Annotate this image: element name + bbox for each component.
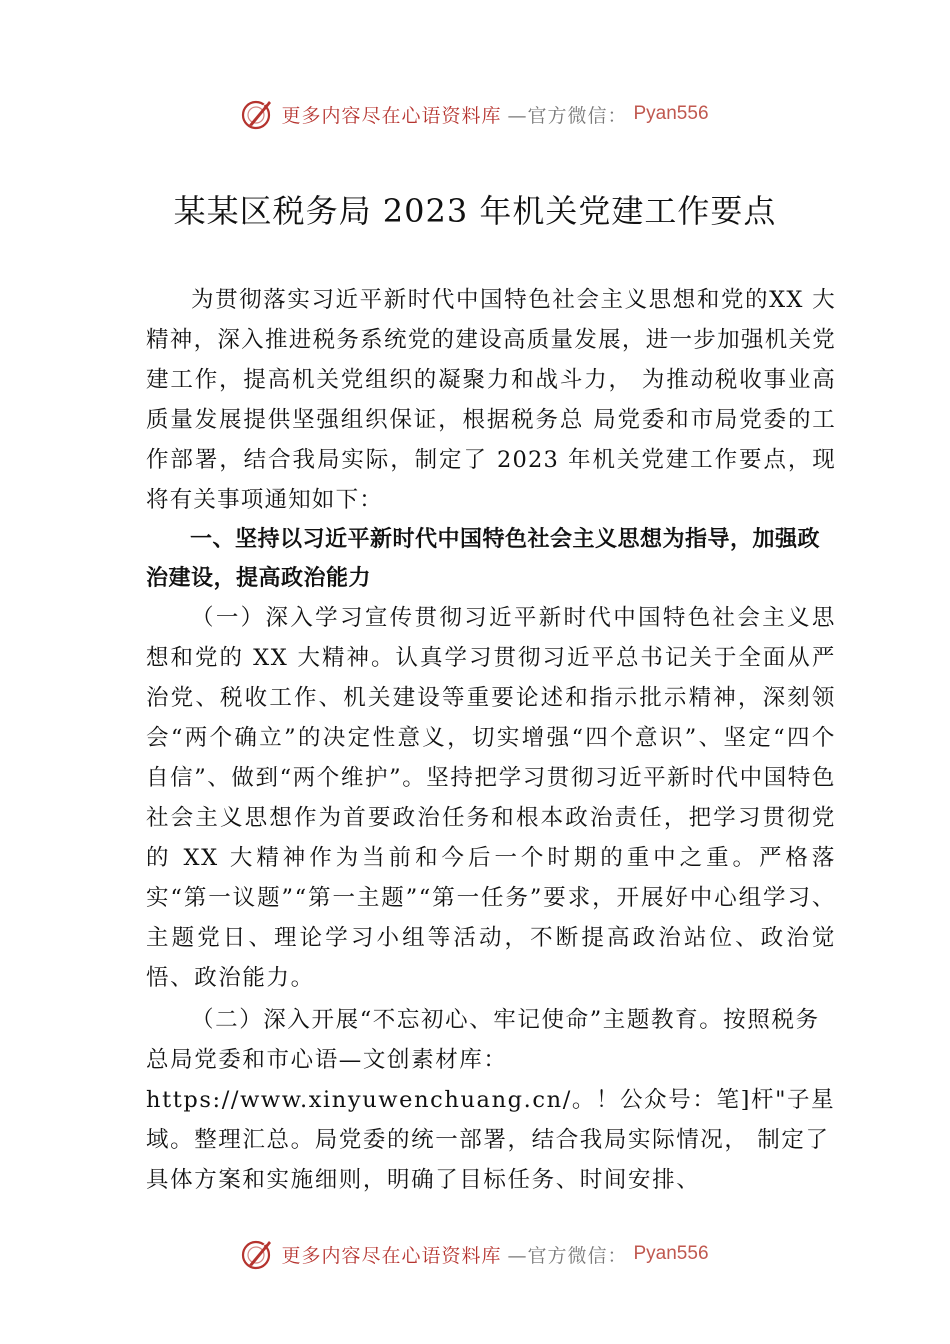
watermark-label: —官方微信：	[507, 104, 628, 127]
document-title: 某某区税务局 2023 年机关党建工作要点	[173, 192, 777, 230]
watermark-label: —官方微信：	[507, 1244, 628, 1267]
document-body	[146, 280, 836, 1200]
watermark-header	[0, 96, 950, 132]
section-paragraph-2: （二）深入开展“不忘初心、牢记使命”主题教育。按照税务总局党委和市心语—文创素材库：https://www.xinyuwenchuang.cn/。！公众号：笔]杆"子星域。整理汇总。局党委的统一部署，结合我局实际情况， 制定了具体方案和实施细则，明确了目标任务、时间安排、	[146, 1007, 836, 1193]
section-paragraph-1: （一）深入学习宣传贯彻习近平新时代中国特色社会主义思想和党的 XX 大精神。认真学习贯彻习近平总书记关于全面从严治党、税收工作、机关建设等重要论述和指示批示精神，深刻领会“两个确立”的决定性意义，切实增强“四个意识”、坚定“四个自信”、做到“两个维护”。坚持把学习贯彻习近平新时代中国特色社会主义思想作为首要政治任务和根本政治责任，把学习贯彻党的 XX 大精神作为当前和今后一个时期的重中之重。严格落实“第一议题”“第一主题”“第一任务”要求，开展好中心组学习、主题党日、理论学习小组等活动，不断提高政治站位、政治觉悟、政治能力。	[146, 605, 837, 991]
watermark-brand: 更多内容尽在心语资料库	[281, 1244, 502, 1267]
section-heading: 一、坚持以习近平新时代中国特色社会主义思想为指导，加强政治建设，提高政治能力	[146, 527, 821, 591]
intro-paragraph: 为贯彻落实习近平新时代中国特色社会主义思想和党的XX 大精神，深入推进税务系统党的建设高质量发展，进一步加强机关党建工作，提高机关党组织的凝聚力和战斗力， 为推动税收事业高质量发展提供坚强组织保证，根据税务总 局党委和市局党委的工作部署，结合我局实际，制定了 2023 年机关党建工作要点，现将有关事项通知如下：	[146, 287, 836, 513]
watermark-handle: Pyan556	[633, 103, 709, 124]
quill-logo-icon	[241, 97, 275, 131]
quill-logo-icon	[241, 1237, 275, 1271]
watermark-footer	[0, 1236, 950, 1272]
watermark-brand: 更多内容尽在心语资料库	[281, 104, 502, 127]
watermark-handle: Pyan556	[633, 1243, 709, 1264]
